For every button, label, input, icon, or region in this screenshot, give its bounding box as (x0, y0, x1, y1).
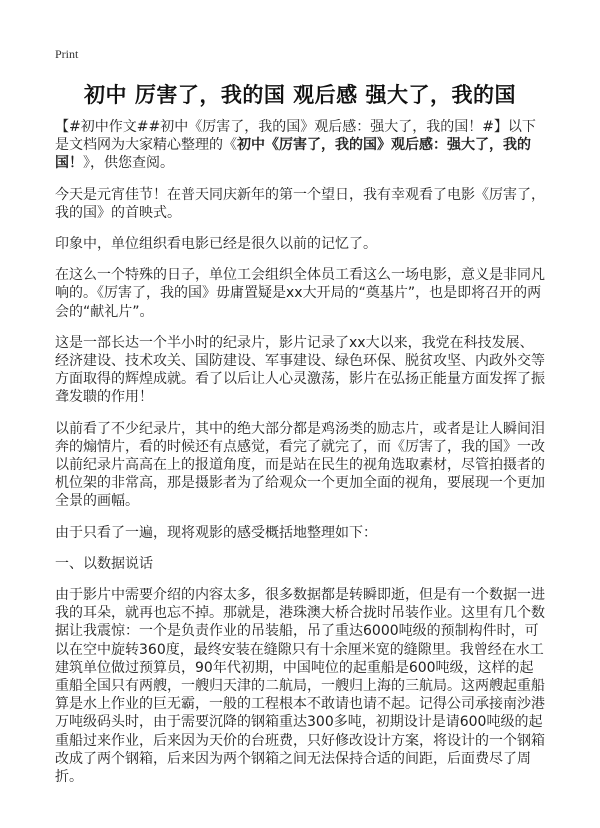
intro-bold-title: 初中《厉害了，我的国》观后感：强大了，我的国！ (55, 137, 531, 172)
paragraph: 由于只看了一遍，现将观影的感受概括地整理如下： (55, 524, 377, 541)
section-heading: 一、以数据说话 (55, 555, 153, 572)
page-title: 初中 厉害了，我的国 观后感 强大了，我的国 (84, 83, 516, 107)
paragraph: 由于影片中需要介绍的内容太多，很多数据都是转瞬即逝，但是有一个数据一进我的耳朵，就再也忘不掉。那就是，港珠澳大桥合拢时吊装作业。这里有几个数据让我震惊：一个是负责作业的吊装船，吊了重达6000吨级的预制构件时，可以在空中旋转360度，最终安装在缝隙只有十余厘米宽的缝隙里。我曾经在水工建筑单位做过预算员，90年代初期，中国吨位的起重船是600吨级，这样的起重船全国只有两艘，一艘归天津的二航局，一艘归上海的三航局。这两艘起重船算是水上作业的巨无霸，一般的工程根本不敢请也请不起。记得公司承接南沙港万吨级码头时，由于需要沉降的钢箱重达300多吨，初期设计是请600吨级的起重船过来作业，后来因为天价的台班费，只好修改设计方案，将设计的一个钢箱改成了两个钢箱，后来因为两个钢箱之间无法保持合适的间距，后面费尽了周折。 (55, 587, 545, 786)
paragraph: 在这么一个特殊的日子，单位工会组织全体员工看这么一场电影，意义是非同凡响的。《厉害了，我的国》毋庸置疑是xx大开局的“奠基片”，也是即将召开的两会的“献礼片”。 (55, 267, 545, 320)
paragraph: 这是一部长达一个半小时的纪录片，影片记录了xx大以来，我党在科技发展、经济建设、技术攻关、国防建设、军事建设、绿色环保、脱贫攻坚、内政外交等方面取得的辉煌成就。看了以后让人心灵激荡，影片在弘扬正能量方面发挥了振聋发聩的作用！ (55, 334, 545, 406)
intro-prefix: 【#初中作文##初中《厉害了，我的国》观后感：强大了，我的国！#】以下是文档网为大家精心整理的《 (55, 119, 536, 154)
article-body (55, 118, 547, 799)
paragraph: 印象中，单位组织看电影已经是很久以前的记忆了。 (55, 236, 377, 253)
print-link[interactable]: Print (55, 47, 79, 61)
paragraph: 以前看了不少纪录片，其中的绝大部分都是鸡汤类的励志片，或者是让人瞬间泪奔的煽情片，看的时候还有点感觉，看完了就完了，而《厉害了，我的国》一改以前纪录片高高在上的报道角度，而是站在民生的视角选取素材，尽管拍摄者的机位架的非常高，那是摄影者为了给观众一个更加全面的视角，要展现一个更加全景的画幅。 (55, 420, 545, 510)
paragraph: 今天是元宵佳节！在普天同庆新年的第一个望日，我有幸观看了电影《厉害了，我的国》的首映式。 (55, 186, 545, 221)
intro-paragraph (55, 118, 547, 173)
intro-suffix: 》，供您查阅。 (83, 155, 174, 172)
